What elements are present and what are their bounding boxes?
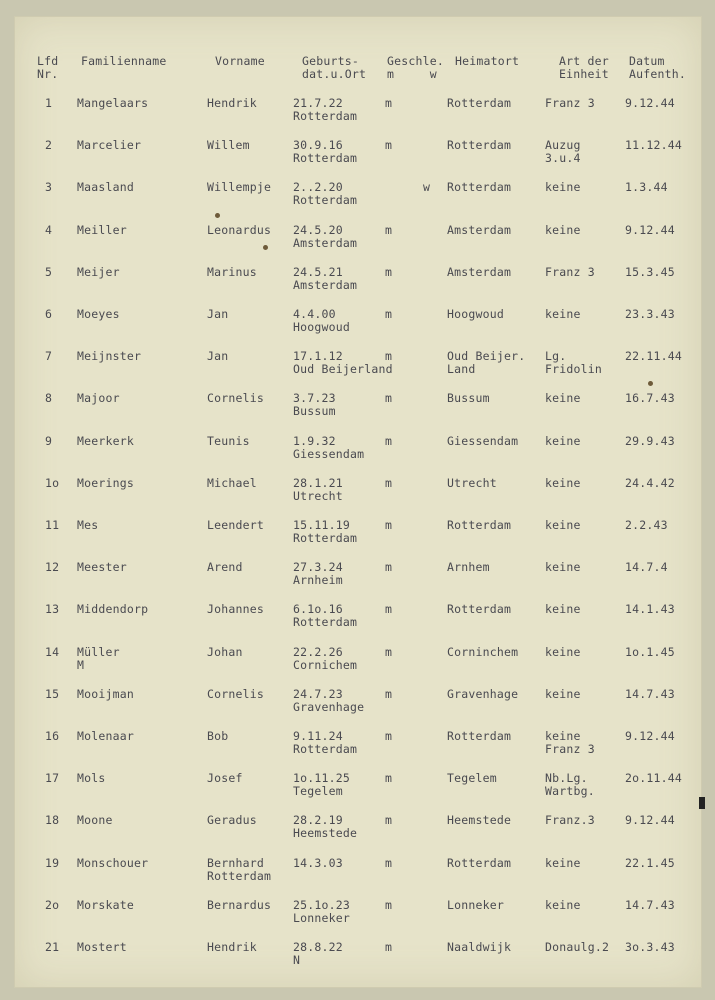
header-familienname: Familienname (81, 54, 167, 68)
row-geburt: 27.3.24 Arnheim (293, 560, 343, 588)
table-row (15, 899, 701, 939)
row-datum: 23.3.43 (625, 307, 675, 321)
row-datum: 3o.3.43 (625, 940, 675, 954)
header-geschlecht: Geschle. m w (387, 54, 444, 81)
row-datum: 24.4.42 (625, 475, 675, 490)
row-nr: 21 (45, 940, 60, 954)
row-geschlecht-m: m (385, 138, 393, 153)
table-row (15, 477, 701, 517)
row-familienname: Moerings (77, 475, 134, 490)
table-row (15, 181, 701, 221)
header-vorname: Vorname (215, 54, 265, 68)
row-vorname: Willempje (207, 180, 272, 195)
row-vorname: Bob (207, 729, 229, 743)
row-familienname: Meijnster (77, 349, 142, 364)
row-geschlecht-m: m (385, 897, 393, 912)
table-row (15, 308, 701, 348)
row-heimatort: Rotterdam (447, 180, 512, 195)
row-heimatort: Rotterdam (447, 855, 512, 870)
ink-spot (648, 381, 653, 386)
row-nr: 16 (45, 729, 60, 743)
row-datum: 15.3.45 (625, 264, 675, 279)
row-geschlecht-m: m (385, 560, 393, 575)
row-geschlecht-m: m (385, 602, 393, 617)
table-row (15, 392, 701, 432)
row-heimatort: Lonneker (447, 897, 504, 912)
row-familienname: Mangelaars (77, 96, 149, 110)
row-einheit: Auzug 3.u.4 (545, 138, 581, 166)
row-heimatort: Naaldwijk (447, 940, 512, 954)
row-heimatort: Hoogwoud (447, 307, 504, 321)
row-datum: 9.12.44 (625, 222, 675, 237)
row-geburt: 15.11.19 Rotterdam (293, 518, 358, 545)
table-row (15, 772, 701, 812)
row-heimatort: Rotterdam (447, 138, 512, 153)
row-einheit: Donaulg.2 (545, 940, 610, 954)
row-geschlecht-m: m (385, 940, 393, 954)
header-einheit: Art der Einheit (559, 54, 609, 81)
table-row (15, 435, 701, 475)
row-vorname: Teunis (207, 433, 250, 448)
ink-spot (263, 245, 268, 250)
row-nr: 14 (45, 644, 60, 659)
row-einheit: Franz 3 (545, 96, 595, 110)
row-vorname: Michael (207, 475, 257, 490)
row-geschlecht-m: m (385, 433, 393, 448)
table-row (15, 941, 701, 981)
row-geschlecht-m: m (385, 855, 393, 870)
row-nr: 19 (45, 855, 60, 870)
row-nr: 2o (45, 897, 60, 912)
row-datum: 2o.11.44 (625, 771, 682, 786)
row-einheit: keine (545, 433, 581, 448)
header-heimatort: Heimatort (455, 54, 520, 68)
row-geburt: 28.1.21 Utrecht (293, 475, 343, 503)
row-datum: 22.1.45 (625, 855, 675, 870)
row-nr: 1 (45, 96, 53, 110)
row-geburt: 6.1o.16 Rotterdam (293, 602, 358, 630)
row-familienname: Marcelier (77, 138, 142, 153)
row-datum: 14.1.43 (625, 602, 675, 617)
row-familienname: Mostert (77, 940, 127, 954)
row-geburt: 17.1.12 Oud Beijerland (293, 349, 393, 377)
row-einheit: keine (545, 897, 581, 912)
row-geburt: 25.1o.23 Lonneker (293, 897, 350, 925)
header-lfd-nr: Lfd Nr. (37, 54, 59, 81)
row-heimatort: Rotterdam (447, 518, 512, 532)
row-geburt: 24.7.23 Gravenhage (293, 686, 365, 714)
row-datum: 16.7.43 (625, 391, 675, 406)
row-geschlecht-m: m (385, 813, 393, 828)
row-datum: 9.12.44 (625, 813, 675, 828)
row-geschlecht-m: m (385, 349, 393, 364)
row-nr: 6 (45, 307, 53, 321)
row-heimatort: Tegelem (447, 771, 497, 786)
header-geburt: Geburts- dat.u.Ort (302, 54, 367, 81)
row-einheit: Nb.Lg. Wartbg. (545, 771, 595, 799)
row-geschlecht-m: m (385, 307, 393, 321)
row-nr: 12 (45, 560, 60, 575)
row-nr: 9 (45, 433, 53, 448)
header-datum: Datum Aufenth. (629, 54, 686, 81)
table-row (15, 814, 701, 854)
row-familienname: Moeyes (77, 307, 120, 321)
row-datum: 9.12.44 (625, 96, 675, 110)
row-geschlecht-m: m (385, 475, 393, 490)
row-geburt: 1.9.32 Giessendam (293, 433, 365, 461)
row-geburt: 9.11.24 Rotterdam (293, 729, 358, 756)
row-heimatort: Rotterdam (447, 602, 512, 617)
row-familienname: Majoor (77, 391, 120, 406)
row-nr: 2 (45, 138, 53, 153)
row-heimatort: Rotterdam (447, 729, 512, 743)
row-datum: 9.12.44 (625, 729, 675, 743)
row-vorname: Jan (207, 349, 229, 364)
row-heimatort: Heemstede (447, 813, 512, 828)
row-heimatort: Gravenhage (447, 686, 519, 701)
row-familienname: Mes (77, 518, 99, 532)
row-geburt: 22.2.26 Cornichem (293, 644, 358, 672)
row-einheit: Lg. Fridolin (545, 349, 602, 377)
row-heimatort: Bussum (447, 391, 490, 406)
row-vorname: Bernardus (207, 897, 272, 912)
row-einheit: keine (545, 686, 581, 701)
row-familienname: Mooijman (77, 686, 134, 701)
row-nr: 17 (45, 771, 60, 786)
row-familienname: Monschouer (77, 855, 149, 870)
row-geburt: 2..2.20 Rotterdam (293, 180, 358, 208)
row-vorname: Johan (207, 644, 243, 659)
row-datum: 11.12.44 (625, 138, 682, 153)
row-familienname: Molenaar (77, 729, 134, 743)
row-geschlecht-m: m (385, 518, 393, 532)
table-row (15, 857, 701, 897)
row-vorname: Marinus (207, 264, 257, 279)
row-familienname: Meester (77, 560, 127, 575)
row-familienname: Moone (77, 813, 113, 828)
row-geburt: 3.7.23 Bussum (293, 391, 336, 419)
row-familienname: Morskate (77, 897, 134, 912)
row-geschlecht-m: m (385, 264, 393, 279)
table-row (15, 519, 701, 559)
row-heimatort: Arnhem (447, 560, 490, 575)
row-geburt: 24.5.21 Amsterdam (293, 264, 358, 292)
row-familienname: Middendorp (77, 602, 149, 617)
row-einheit: keine (545, 222, 581, 237)
row-datum: 22.11.44 (625, 349, 682, 364)
row-datum: 14.7.43 (625, 686, 675, 701)
row-vorname: Willem (207, 138, 250, 153)
row-datum: 1.3.44 (625, 180, 668, 195)
row-geschlecht-m: m (385, 222, 393, 237)
row-einheit: keine (545, 475, 581, 490)
row-geburt: 14.3.03 (293, 855, 343, 870)
row-nr: 18 (45, 813, 60, 828)
row-geburt: 28.2.19 Heemstede (293, 813, 358, 841)
row-nr: 11 (45, 518, 60, 532)
row-einheit: Franz.3 (545, 813, 595, 828)
row-datum: 14.7.43 (625, 897, 675, 912)
row-geschlecht-m: m (385, 644, 393, 659)
row-vorname: Arend (207, 560, 243, 575)
row-vorname: Hendrik (207, 940, 257, 954)
row-einheit: keine (545, 180, 581, 195)
row-geburt: 21.7.22 Rotterdam (293, 96, 358, 123)
row-heimatort: Oud Beijer. Land (447, 349, 526, 377)
row-datum: 14.7.4 (625, 560, 668, 575)
row-vorname: Josef (207, 771, 243, 786)
row-einheit: keine (545, 560, 581, 575)
document-page (14, 16, 702, 988)
row-geburt: 30.9.16 Rotterdam (293, 138, 358, 166)
ink-spot (215, 213, 220, 218)
row-vorname: Geradus (207, 813, 257, 828)
table-row (15, 97, 701, 137)
row-nr: 15 (45, 686, 60, 701)
row-datum: 29.9.43 (625, 433, 675, 448)
row-nr: 13 (45, 602, 60, 617)
row-nr: 5 (45, 264, 53, 279)
table-row (15, 266, 701, 306)
row-vorname: Jan (207, 307, 229, 321)
row-nr: 1o (45, 475, 60, 490)
row-geburt: 1o.11.25 Tegelem (293, 771, 350, 799)
row-vorname: Bernhard Rotterdam (207, 855, 272, 883)
row-nr: 8 (45, 391, 53, 406)
row-vorname: Leendert (207, 518, 264, 532)
row-heimatort: Amsterdam (447, 222, 512, 237)
row-familienname: Mols (77, 771, 106, 786)
row-geschlecht-w: w (423, 180, 431, 195)
row-familienname: Maasland (77, 180, 134, 195)
row-geburt: 4.4.00 Hoogwoud (293, 307, 350, 334)
row-heimatort: Utrecht (447, 475, 497, 490)
row-nr: 4 (45, 222, 53, 237)
table-row (15, 350, 701, 390)
row-einheit: keine (545, 391, 581, 406)
row-familienname: Meijer (77, 264, 120, 279)
row-einheit: keine Franz 3 (545, 729, 595, 756)
row-einheit: keine (545, 855, 581, 870)
row-vorname: Cornelis (207, 686, 264, 701)
paper-edge-mark (699, 797, 705, 809)
table-row (15, 688, 701, 728)
row-einheit: keine (545, 307, 581, 321)
row-geschlecht-m: m (385, 686, 393, 701)
table-row (15, 730, 701, 770)
row-heimatort: Giessendam (447, 433, 519, 448)
table-row (15, 561, 701, 601)
row-vorname: Hendrik (207, 96, 257, 110)
row-einheit: Franz 3 (545, 264, 595, 279)
row-familienname: Meiller (77, 222, 127, 237)
row-geschlecht-m: m (385, 391, 393, 406)
row-geschlecht-m: m (385, 729, 393, 743)
table-row (15, 224, 701, 264)
row-familienname: Meerkerk (77, 433, 134, 448)
row-geburt: 28.8.22 N (293, 940, 343, 967)
row-heimatort: Rotterdam (447, 96, 512, 110)
row-datum: 1o.1.45 (625, 644, 675, 659)
row-heimatort: Corninchem (447, 644, 519, 659)
row-geschlecht-m: m (385, 96, 393, 110)
table-row (15, 603, 701, 643)
row-nr: 3 (45, 180, 53, 195)
row-familienname: Müller M (77, 644, 120, 672)
row-datum: 2.2.43 (625, 518, 668, 532)
row-geschlecht-m: m (385, 771, 393, 786)
row-heimatort: Amsterdam (447, 264, 512, 279)
row-nr: 7 (45, 349, 53, 364)
row-einheit: keine (545, 644, 581, 659)
row-einheit: keine (545, 602, 581, 617)
table-row (15, 139, 701, 179)
row-geburt: 24.5.20 Amsterdam (293, 222, 358, 250)
row-vorname: Johannes (207, 602, 264, 617)
row-einheit: keine (545, 518, 581, 532)
row-vorname: Cornelis (207, 391, 264, 406)
row-vorname: Leonardus (207, 222, 272, 237)
table-row (15, 646, 701, 686)
